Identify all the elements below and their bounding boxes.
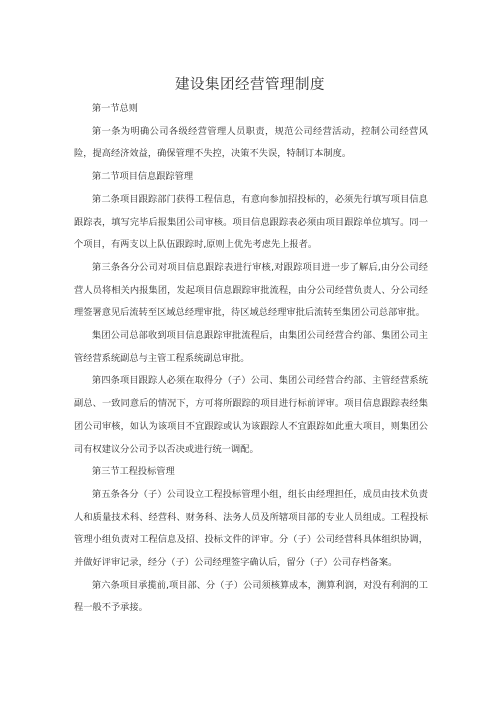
section-heading: 第三节工程投标管理 bbox=[92, 466, 175, 478]
document-body bbox=[74, 98, 428, 620]
body-paragraph: 第六条项目承揽前,项目部、分（子）公司须核算成本，测算利润，对没有利润的工程一般不予承接。 bbox=[74, 579, 428, 614]
body-paragraph: 第五条各分（子）公司设立工程投标管理小组，组长由经理担任，成员由技术负责人和质量技术科、经营科、财务科、法务人员及所辖项目部的专业人员组成。工程投标管理小组负责对工程信息及招、投标文件的评审。分（子）公司经营科具体组织协调，并做好评审记录，经分（子）公司经理签字确认后，留分（子）公司存档备案。 bbox=[74, 488, 428, 569]
body-paragraph: 第二条项目跟踪部门获得工程信息，有意向参加招投标的，必须先行填写项目信息跟踪表，填写完毕后报集团公司审核。项目信息跟踪表必须由项目跟踪单位填写。同一个项目，有两支以上队伍跟踪时,原则上优先考虑先上报者。 bbox=[74, 193, 428, 251]
body-paragraph: 第一条为明确公司各级经营管理人员职责，规范公司经营活动，控制公司经营风险，提高经济效益，确保管理不失控，决策不失误，特制订本制度。 bbox=[74, 125, 428, 160]
section-heading: 第一节总则 bbox=[92, 103, 138, 114]
body-paragraph: 集团公司总部收到项目信息跟踪审批流程后，由集团公司经营合约部、集团公司主管经营系统副总与主管工程系统副总审批。 bbox=[74, 330, 428, 364]
body-paragraph: 第三条各分公司对项目信息跟踪表进行审核,对跟踪项目进一步了解后,由分公司经营人员将相关内报集团，发起项目信息跟踪审批流程，由分公司经营负责人、分公司经理签署意见后流转至区域总经理审批，待区域总经理审批后流转至集团公司总部审批。 bbox=[74, 261, 428, 319]
body-paragraph: 第四条项目跟踪人必须在取得分（子）公司、集团公司经营合约部、主管经营系统副总、一致同意后的情况下，方可将所跟踪的项目进行标前评审。项目信息跟踪表经集团公司审核，如认为该项目不宜跟踪或认为该跟踪人不宜跟踪如此重大项目，则集团公司有权建议分公司予以否决或进行统一调配。 bbox=[74, 375, 428, 455]
document-title: 建设集团经营管理制度 bbox=[175, 77, 325, 93]
section-heading: 第二节项目信息跟踪管理 bbox=[92, 171, 194, 183]
